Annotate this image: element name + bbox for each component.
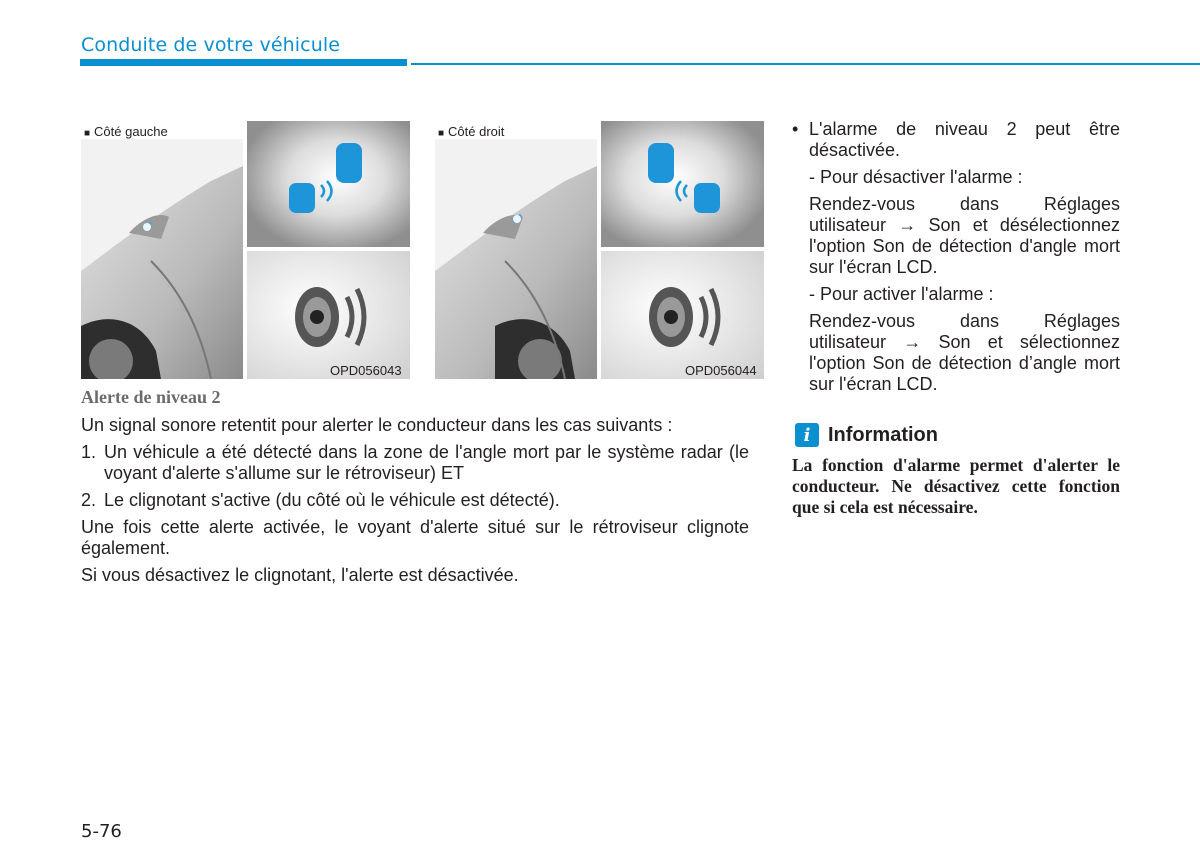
figure-label: ■ Côté gauche <box>84 124 168 139</box>
figure-label: ■ Côté droit <box>438 124 505 139</box>
information-header <box>795 422 938 448</box>
figure-right-side <box>435 121 764 379</box>
bullet-text: L'alarme de niveau 2 peut être désactivée. <box>809 119 1120 160</box>
header-accent-bar <box>80 59 407 66</box>
figure-code: OPD056044 <box>685 363 757 378</box>
list-number: 2. <box>81 490 97 510</box>
section-title: Conduite de votre véhicule <box>81 34 341 56</box>
section-heading: Alerte de niveau 2 <box>81 387 221 407</box>
list-item <box>81 442 749 484</box>
list-item <box>81 490 749 511</box>
intro-paragraph: Un signal sonore retentit pour alerter le conducteur dans les cas suivants : <box>81 415 673 435</box>
bullet-item <box>792 119 1120 161</box>
bullet-dot: • <box>792 119 799 139</box>
deactivate-label: - Pour désactiver l'alarme : <box>809 167 1023 187</box>
info-icon: i <box>795 423 819 447</box>
figure-code: OPD056043 <box>330 363 402 378</box>
page-number: 5-76 <box>81 821 122 842</box>
paragraph: Une fois cette alerte activée, le voyant d'alerte situé sur le rétroviseur clignote également. <box>81 517 749 558</box>
left-side-illustration <box>81 121 410 379</box>
right-side-illustration <box>435 121 764 379</box>
list-text: Un véhicule a été détecté dans la zone de l'angle mort par le système radar (le voyant d'alerte s'allume sur le rétroviseur) ET <box>104 442 749 483</box>
paragraph: Si vous désactivez le clignotant, l'alerte est désactivée. <box>81 565 519 585</box>
information-title: Information <box>828 423 938 446</box>
activate-label: - Pour activer l'alarme : <box>809 284 994 304</box>
information-body: La fonction d'alarme permet d'alerter le conducteur. Ne désactivez cette fonction que si cela est nécessaire. <box>792 455 1120 517</box>
list-number: 1. <box>81 442 97 462</box>
activate-instructions: Rendez-vous dans Réglages utilisateur → Son et sélectionnez l'option Son de détection d’angle mort sur l'écran LCD. <box>809 311 1120 394</box>
list-text: Le clignotant s'active (du côté où le véhicule est détecté). <box>104 490 560 510</box>
header-rule <box>411 63 1200 65</box>
deactivate-instructions: Rendez-vous dans Réglages utilisateur → Son et désélectionnez l'option Son de détection d'angle mort sur l'écran LCD. <box>809 194 1120 277</box>
figure-left-side <box>81 121 410 379</box>
